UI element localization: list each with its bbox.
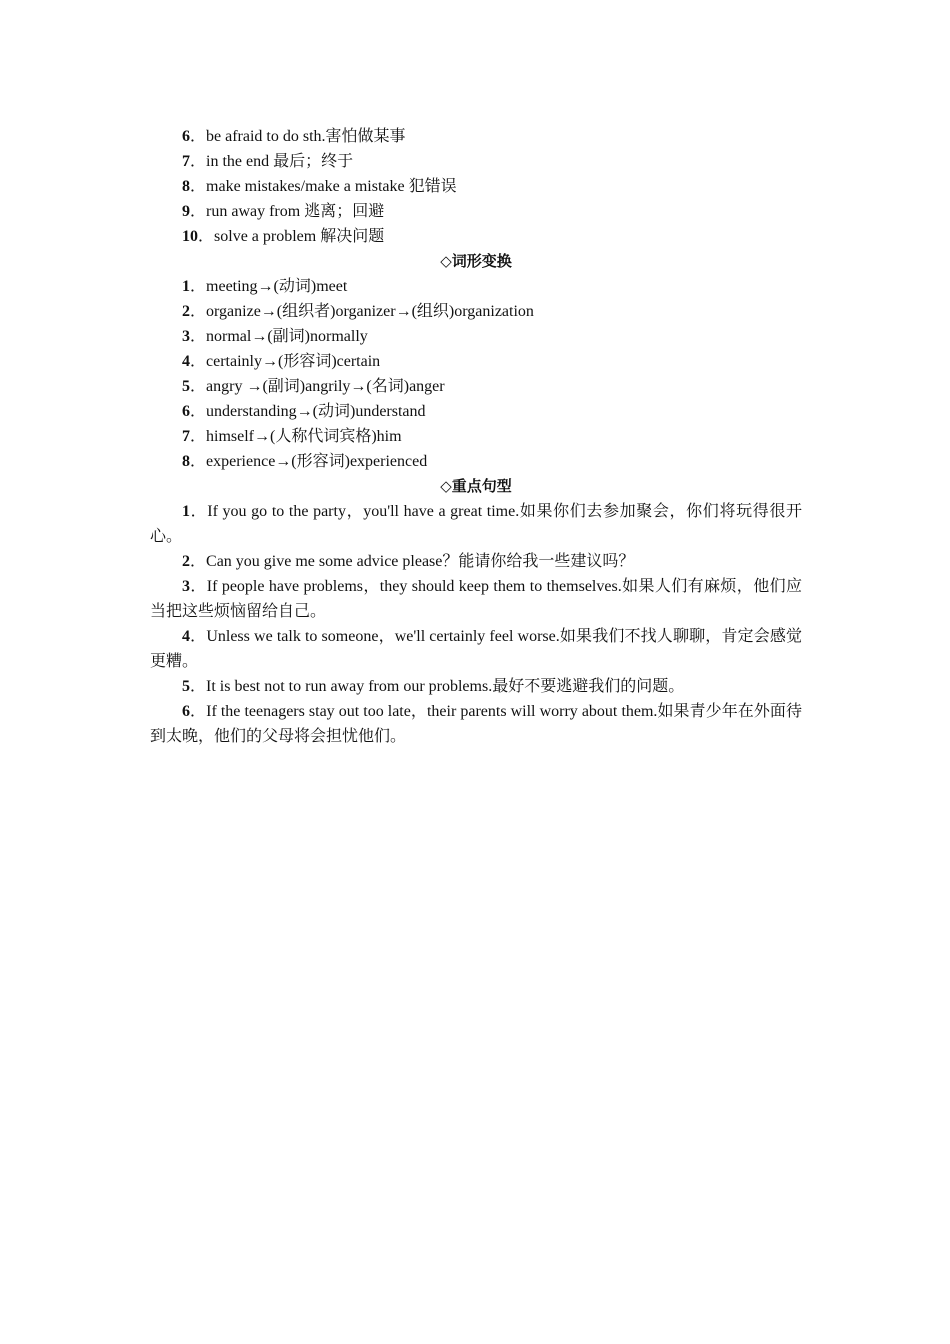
item-text: Can you give me some advice please？能请你给我一些建议吗？ <box>206 553 635 570</box>
item-number: 9 <box>182 203 190 220</box>
sentence-item: 6．If the teenagers stay out too late，their parents will worry about them.如果青少年在外面待到太晚，他们的父母将会担忧他们。 <box>150 703 802 745</box>
item-text: If people have problems，they should keep them to themselves.如果人们有麻烦，他们应当把这些烦恼留给自己。 <box>150 578 802 620</box>
item-number: 2 <box>182 303 190 320</box>
item-number: 1 <box>182 278 190 295</box>
item-text: It is best not to run away from our problems.最好不要逃避我们的问题。 <box>206 678 685 695</box>
item-number: 7 <box>182 428 190 445</box>
phrase-item: 9．run away from 逃离；回避 <box>182 203 385 220</box>
item-text: If the teenagers stay out too late，their parents will worry about them.如果青少年在外面待到太晚，他们的父母将会担忧他们。 <box>150 703 802 745</box>
word-form-item: 2．organize→(组织者)organizer→(组织)organization <box>182 303 534 320</box>
item-text: If you go to the party，you'll have a great time.如果你们去参加聚会，你们将玩得很开心。 <box>150 503 802 545</box>
item-text: angry →(副词)angrily→(名词)anger <box>206 378 445 395</box>
item-number: 10 <box>182 228 198 245</box>
item-text: understanding→(动词)understand <box>206 403 426 420</box>
item-number: 3 <box>182 578 190 595</box>
sentence-item: 5．It is best not to run away from our problems.最好不要逃避我们的问题。 <box>182 678 685 695</box>
item-number: 8 <box>182 453 190 470</box>
item-text: solve a problem 解决问题 <box>214 228 385 245</box>
word-form-item: 1．meeting→(动词)meet <box>182 278 348 295</box>
item-text: organize→(组织者)organizer→(组织)organization <box>206 303 534 320</box>
item-number: 1 <box>182 503 190 520</box>
item-number: 8 <box>182 178 190 195</box>
item-number: 6 <box>182 703 190 720</box>
item-text: run away from 逃离；回避 <box>206 203 385 220</box>
phrase-item: 10．solve a problem 解决问题 <box>182 228 385 245</box>
word-form-item: 6．understanding→(动词)understand <box>182 403 426 420</box>
item-number: 3 <box>182 328 190 345</box>
phrase-item: 7．in the end 最后；终于 <box>182 153 354 170</box>
item-number: 5 <box>182 378 190 395</box>
sentence-item: 2．Can you give me some advice please？能请你给我一些建议吗？ <box>182 553 635 570</box>
word-form-item: 3．normal→(副词)normally <box>182 328 368 345</box>
section-heading-word-forms: ◇词形变换 <box>440 252 512 270</box>
phrase-item: 6．be afraid to do sth.害怕做某事 <box>182 128 406 145</box>
item-number: 4 <box>182 628 190 645</box>
item-text: experience→(形容词)experienced <box>206 453 428 470</box>
word-form-item: 4．certainly→(形容词)certain <box>182 353 381 370</box>
word-form-item: 5．angry →(副词)angrily→(名词)anger <box>182 378 445 395</box>
word-form-item: 7．himself→(人称代词宾格)him <box>182 428 402 445</box>
sentence-item: 3．If people have problems，they should keep them to themselves.如果人们有麻烦，他们应当把这些烦恼留给自己。 <box>150 578 802 620</box>
item-text: himself→(人称代词宾格)him <box>206 428 402 445</box>
item-number: 2 <box>182 553 190 570</box>
item-number: 6 <box>182 403 190 420</box>
item-number: 4 <box>182 353 190 370</box>
item-number: 6 <box>182 128 190 145</box>
sentence-item: 4．Unless we talk to someone，we'll certainly feel worse.如果我们不找人聊聊，肯定会感觉更糟。 <box>150 628 802 670</box>
phrase-item: 8．make mistakes/make a mistake 犯错误 <box>182 178 457 195</box>
item-text: certainly→(形容词)certain <box>206 353 381 370</box>
document-page <box>150 124 802 749</box>
item-text: be afraid to do sth.害怕做某事 <box>206 128 406 145</box>
item-number: 7 <box>182 153 190 170</box>
word-form-item: 8．experience→(形容词)experienced <box>182 453 428 470</box>
section-heading-key-sentences: ◇重点句型 <box>440 477 512 495</box>
item-text: meeting→(动词)meet <box>206 278 348 295</box>
item-text: make mistakes/make a mistake 犯错误 <box>206 178 457 195</box>
sentence-item: 1．If you go to the party，you'll have a great time.如果你们去参加聚会，你们将玩得很开心。 <box>150 503 802 545</box>
item-text: normal→(副词)normally <box>206 328 368 345</box>
item-text: Unless we talk to someone，we'll certainly feel worse.如果我们不找人聊聊，肯定会感觉更糟。 <box>150 628 802 670</box>
item-number: 5 <box>182 678 190 695</box>
item-text: in the end 最后；终于 <box>206 153 354 170</box>
